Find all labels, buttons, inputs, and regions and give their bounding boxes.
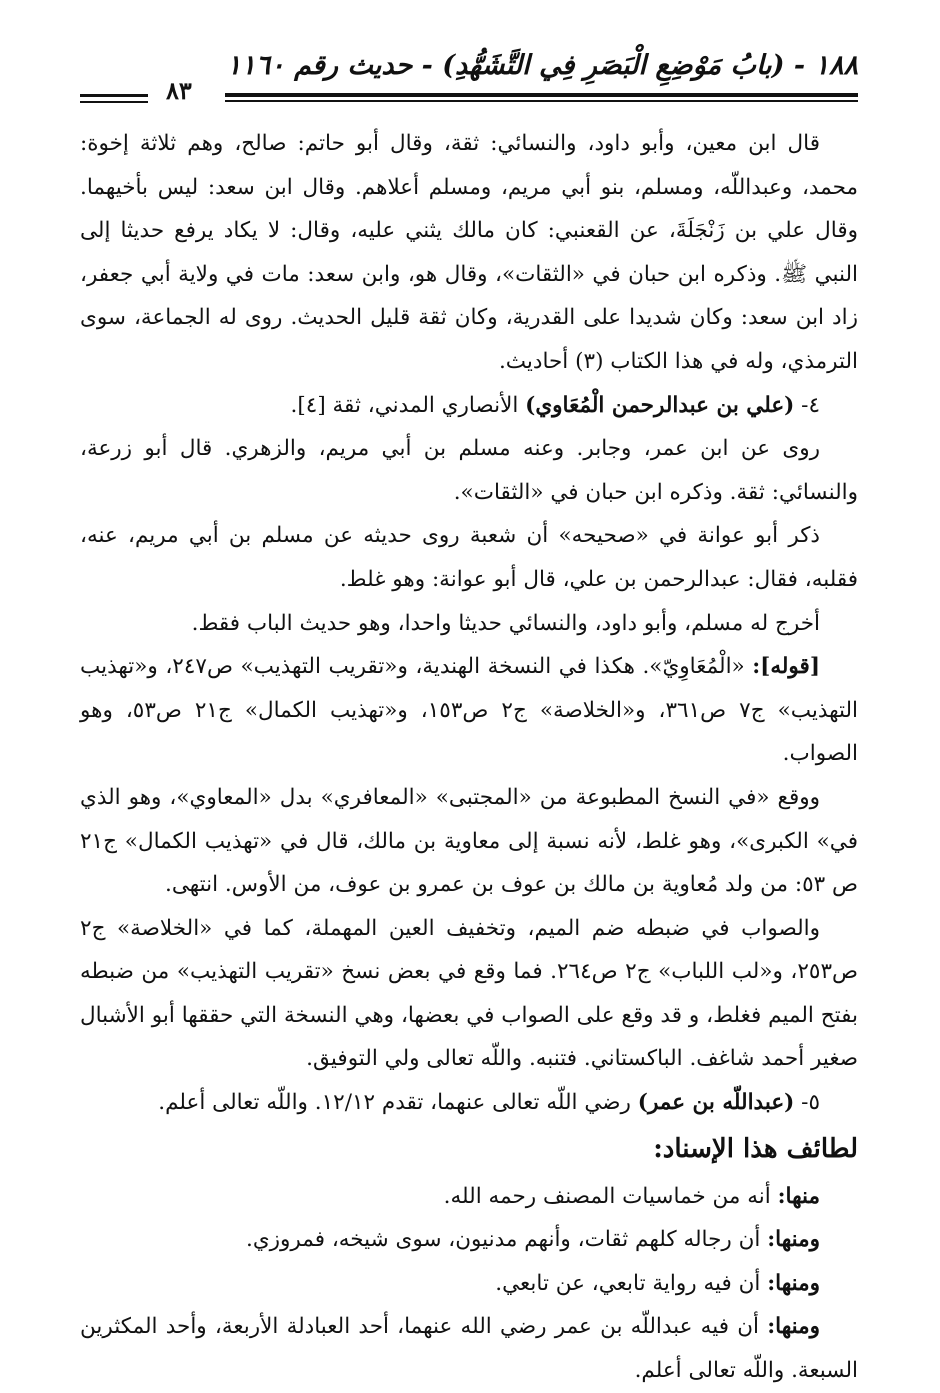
page-number: ٨٣ [166,76,192,105]
paragraph [80,1081,858,1125]
latifa-item [80,1218,858,1262]
text-run: والصواب في ضبطه ضم الميم، وتخفيف العين المهملة، كما في «الخلاصة» ج٢ ص٢٥٣، و«لب اللباب» ج٢ ص٢٦٤. فما وقع في بعض نسخ «تقريب التهذيب» من ضبطه بفتح الميم فغلط، و قد وقع على الصواب في بعضها، وهي النسخة التي حققها أبو الأشبال صغير أحمد شاغف. الباكستاني. فتنبه. واللّه تعالى ولي التوفيق. [80,915,859,1072]
header-rule-thin [225,100,858,102]
paragraph [80,602,858,646]
latifa-text: أن فيه عبداللّه بن عمر رضي الله عنهما، أحد العبادلة الأربعة، وأحد المكثرين السبعة. واللّه تعالى أعلم. [80,1314,858,1384]
text-run: رضي اللّه تعالى عنهما، تقدم ١٢/١٢. واللّه تعالى أعلم. [158,1090,638,1116]
paragraph [80,122,858,384]
paragraph [80,427,858,514]
page-body [80,122,858,1393]
header-rule-left-top [80,94,148,97]
bold-run: [قوله]: [752,654,820,680]
paragraph [80,384,858,428]
text-run: روى عن ابن عمر، وجابر. وعنه مسلم بن أبي مريم، والزهري. قال أبو زرعة، والنسائي: ثقة. وذكره ابن حبان في «الثقات». [80,436,858,505]
latayif-list [80,1175,858,1393]
paragraph [80,776,858,907]
bold-run: (عبداللّه بن عمر) [637,1090,795,1116]
text-run: ٥- [794,1090,820,1116]
section-heading: لطائف هذا الإسناد: [653,1133,858,1164]
latifa-label: ومنها: [767,1227,820,1253]
latifa-label: ومنها: [767,1314,820,1340]
latifa-item [80,1262,858,1306]
text-run: ٤- [794,392,820,418]
text-run: ووقع «في النسخ المطبوعة من «المجتبى» «المعافري» بدل «المعاوي»، وهو الذي في» الكبرى»، وهو غلط، لأنه نسبة إلى معاوية بن مالك، قال في «تهذيب الكمال» ج٢١ ص ٥٣: من ولد مُعاوية بن مالك بن عوف بن عمرو بن عوف، من الأوس. انتهى. [80,784,858,898]
paragraph [80,907,858,1081]
text-run: «الْمُعَاوِيّ». هكذا في النسخة الهندية، و«تقريب التهذيب» ص٢٤٧، و«تهذيب التهذيب» ج٧ ص٣٦١، و«الخلاصة» ج٢ ص١٥٣، و«تهذيب الكمال» ج٢١ ص٥٣، وهو الصواب. [80,654,859,767]
paragraph [80,514,858,601]
latifa-label: منها: [777,1183,820,1209]
text-run: الأنصاري المدني، ثقة [٤]. [290,392,526,418]
page-header [70,48,858,104]
bold-run: (علي بن عبدالرحمن الْمُعَاوي) [525,392,795,418]
latifa-text: أن رجاله كلهم ثقات، وأنهم مدنيون، سوى شيخه، فمروزي. [246,1227,768,1253]
text-run: ذكر أبو عوانة في «صحيحه» أن شعبة روى حديثه عن مسلم بن أبي مريم، عنه، فقلبه، فقال: عبدالرحمن بن علي، قال أبو عوانة: وهو غلط. [80,523,858,592]
latifa-text: أن فيه رواية تابعي، عن تابعي. [495,1270,768,1296]
latifa-label: ومنها: [767,1270,820,1296]
header-rule-thick [225,93,858,97]
paragraph [80,645,858,776]
latifa-item [80,1305,858,1392]
text-run: أخرج له مسلم، وأبو داود، والنسائي حديثا واحدا، وهو حديث الباب فقط. [191,610,820,636]
latifa-text: أنه من خماسيات المصنف رحمه الله. [443,1183,778,1209]
latifa-item [80,1175,858,1219]
header-rule-left-bottom [80,101,148,103]
running-title: ١٨٨ - (بابُ مَوْضِعِ الْبَصَرِ فِي التَّشَهُّدِ) - حديث رقم ١١٦٠ [226,50,858,81]
paragraphs [80,122,858,1125]
text-run: قال ابن معين، وأبو داود، والنسائي: ثقة، وقال أبو حاتم: صالح، وهم ثلاثة إخوة: محمد، وعبداللّه، ومسلم، بنو أبي مريم، ومسلم أعلاهم. وقال ابن سعد: ليس بأخيهما. وقال علي بن زَنْجَلَةَ، عن القعنبي: كان مالك يثني عليه، وقال: لا يكاد يرفع حديثا إلى النبي ﷺ. وذكره ابن حبان في «الثقات»، وقال هو، وابن سعد: مات في ولاية أبي جعفر، زاد ابن سعد: وكان شديدا على القدرية، وكان ثقة قليل الحديث. روى له الجماعة، سوى الترمذي، وله في هذا الكتاب (٣) أحاديث. [80,131,858,374]
